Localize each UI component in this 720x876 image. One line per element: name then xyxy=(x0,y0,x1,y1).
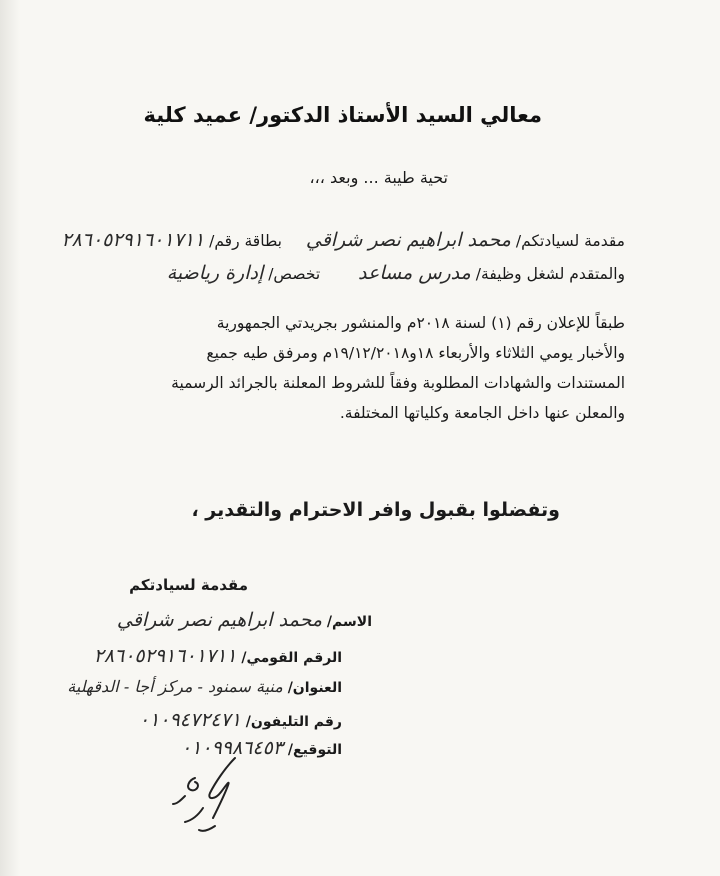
applicant-label: مقدمة لسيادتكم/ xyxy=(515,232,625,250)
body-line-3: المستندات والشهادات المطلوبة وفقاً للشروط المعلنة بالجرائد الرسمية xyxy=(171,374,625,392)
handwritten-signature xyxy=(155,738,265,838)
card-label: بطاقة رقم/ xyxy=(209,232,282,250)
applicant-line xyxy=(61,229,625,251)
letter-closing: وتفضلوا بقبول وافر الاحترام والتقدير ، xyxy=(191,499,560,521)
specialty-label: تخصص/ xyxy=(268,265,321,283)
name-row xyxy=(117,609,372,631)
national-id-label: الرقم القومي/ xyxy=(241,650,342,666)
position-label: والمتقدم لشغل وظيفة/ xyxy=(475,265,625,283)
body-line-4: والمعلن عنها داخل الجامعة وكلياتها المختلفة. xyxy=(339,404,625,422)
address-label: العنوان/ xyxy=(287,680,342,696)
address-value-handwritten: منية سمنود - مركز أجا - الدقهلية xyxy=(67,677,283,696)
phone-label: رقم التليفون/ xyxy=(245,714,342,730)
address-row xyxy=(67,677,342,696)
job-title-handwritten: مدرس مساعد xyxy=(358,262,471,284)
name-label: الاسم/ xyxy=(326,614,372,630)
body-line-1: طبقاً للإعلان رقم (١) لسنة ٢٠١٨م والمنشور بجريدتي الجمهورية xyxy=(216,314,625,332)
page-edge-shadow xyxy=(0,0,20,876)
phone-2-handwritten: ٠١٠٩٩٨٦٤٥٣ xyxy=(180,737,284,759)
signature-label: التوقيع/ xyxy=(287,742,342,758)
national-id-row xyxy=(94,645,342,667)
position-line xyxy=(167,262,625,284)
applicant-name-handwritten: محمد ابراهيم نصر شراقي xyxy=(305,229,511,251)
card-number-handwritten: ٢٨٦٠٥٢٩١٦٠١٧١١ xyxy=(61,229,205,251)
signature-block-title: مقدمة لسيادتكم xyxy=(129,576,248,594)
national-id-value-handwritten: ٢٨٦٠٥٢٩١٦٠١٧١١ xyxy=(93,645,237,667)
letter-title: معالي السيد الأستاذ الدكتور/ عميد كلية xyxy=(143,103,542,127)
body-line-2: والأخبار يومي الثلاثاء والأربعاء ١٨و١٩/١٢/٢٠١٨م ومرفق طيه جميع xyxy=(206,344,625,362)
name-value-handwritten: محمد ابراهيم نصر شراقي xyxy=(116,609,323,631)
phone-1-handwritten: ٠١٠٩٤٧٢٤٧١ xyxy=(138,709,241,731)
phone-row xyxy=(139,709,342,731)
specialty-handwritten: إدارة رياضية xyxy=(166,262,264,284)
letter-greeting: تحية طيبة ... وبعد ،،، xyxy=(309,168,448,187)
letter-body xyxy=(100,308,625,428)
